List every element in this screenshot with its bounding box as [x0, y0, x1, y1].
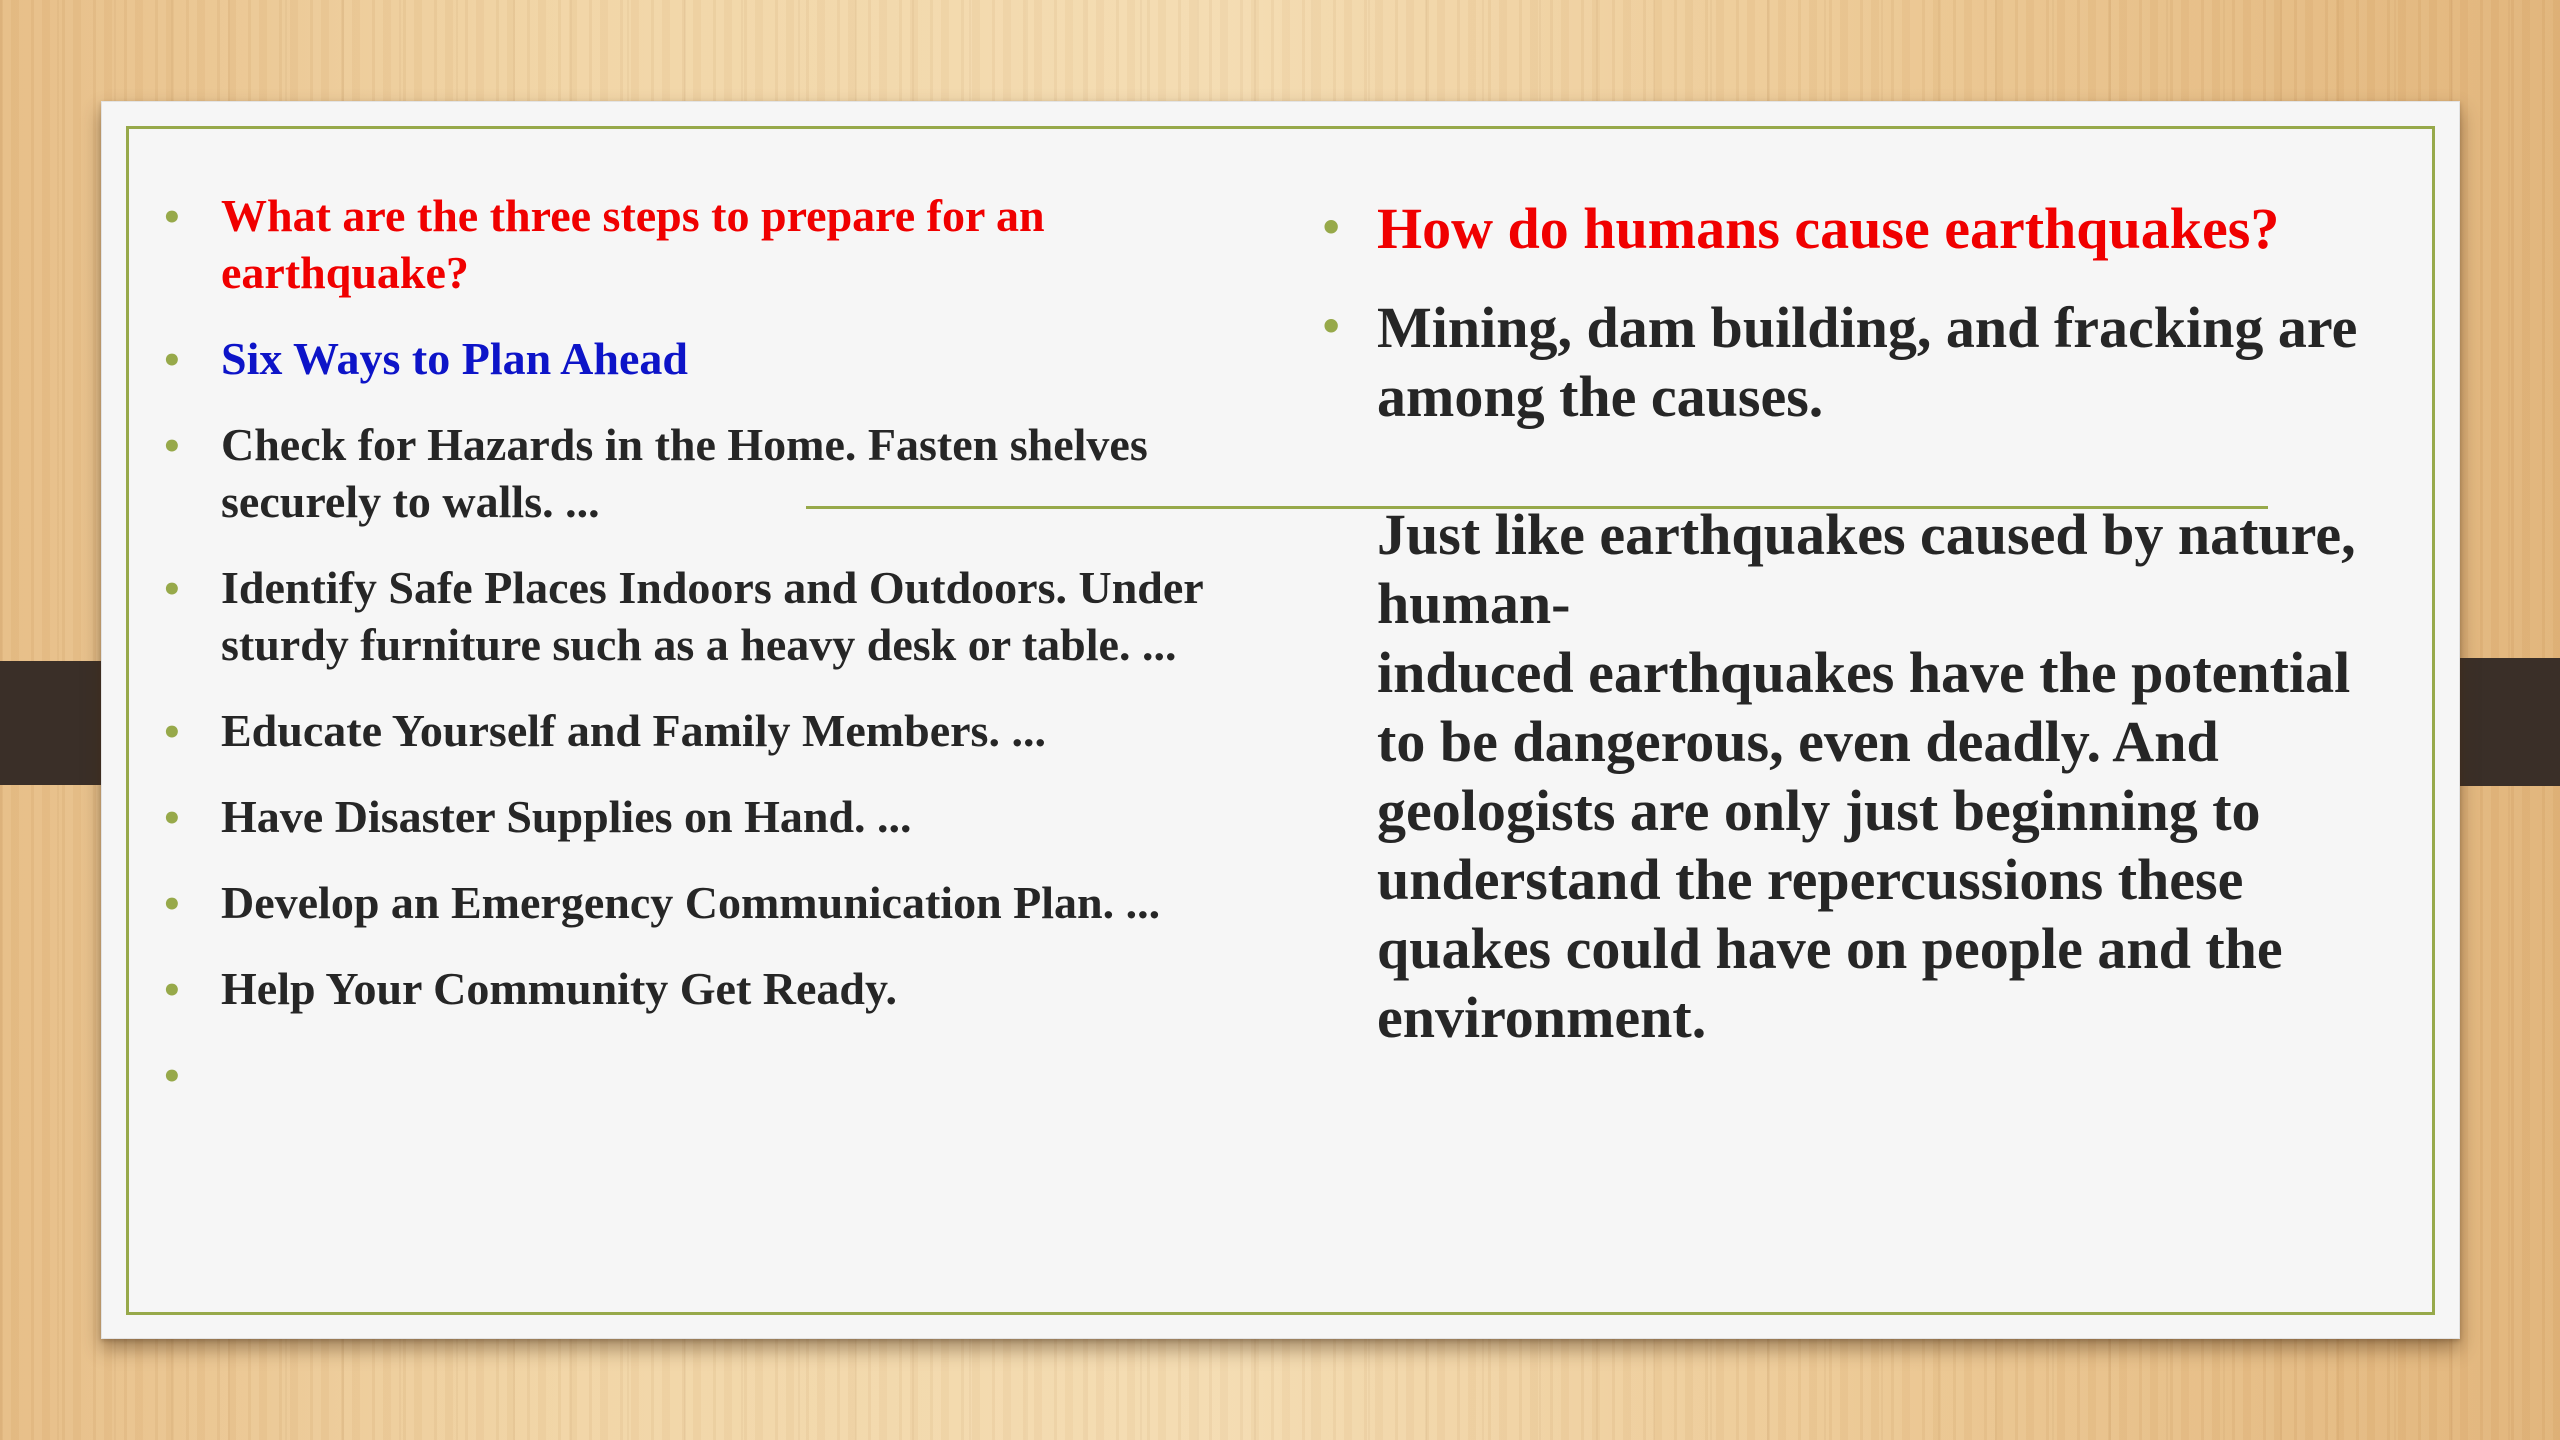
left-bullet-list [161, 187, 1241, 1132]
list-item-text: How do humans cause earthquakes? [1377, 196, 2280, 261]
bullet-icon: • [161, 341, 183, 381]
list-item-text: Identify Safe Places Indoors and Outdoors. Under sturdy furniture such as a heavy desk or table. ... [221, 562, 1203, 670]
list-item [161, 960, 1241, 1017]
body-paragraph: Just like earthquakes caused by nature, human- induced earthquakes have the potential to be dangerous, even deadly. And geologists are only just beginning to understand the repercussions these quakes could have on people and the environment. [1377, 502, 2356, 1050]
list-item-text: Mining, dam building, and fracking are among the causes. [1377, 295, 2358, 429]
list-item-text: Educate Yourself and Family Members. ... [221, 705, 1046, 756]
list-item [161, 874, 1241, 931]
list-item [161, 416, 1241, 530]
list-item [161, 187, 1241, 301]
bullet-icon: • [1319, 206, 1344, 250]
bullet-icon: • [1319, 305, 1344, 349]
bullet-icon: • [161, 1057, 183, 1097]
list-item-text: Check for Hazards in the Home. Fasten shelves securely to walls. ... [221, 419, 1148, 527]
list-item-text: Have Disaster Supplies on Hand. ... [221, 791, 912, 842]
list-item [161, 788, 1241, 845]
list-item-text [221, 1049, 233, 1100]
list-item [1319, 194, 2387, 263]
list-item [161, 330, 1241, 387]
bullet-icon: • [161, 971, 183, 1011]
list-item-empty [161, 1046, 1241, 1103]
list-item [161, 559, 1241, 673]
right-bullet-list [1319, 194, 2387, 461]
list-item [1319, 293, 2387, 431]
bullet-icon: • [161, 198, 183, 238]
bullet-icon: • [161, 570, 183, 610]
bullet-icon: • [161, 427, 183, 467]
list-item-text: Develop an Emergency Communication Plan. ... [221, 877, 1161, 928]
list-item [161, 702, 1241, 759]
list-item-text: What are the three steps to prepare for an earthquake? [221, 190, 1045, 298]
bullet-icon: • [161, 713, 183, 753]
list-item-text: Help Your Community Get Ready. [221, 963, 897, 1014]
bullet-icon: • [161, 885, 183, 925]
bullet-icon: • [161, 799, 183, 839]
list-item-text: Six Ways to Plan Ahead [221, 333, 688, 384]
